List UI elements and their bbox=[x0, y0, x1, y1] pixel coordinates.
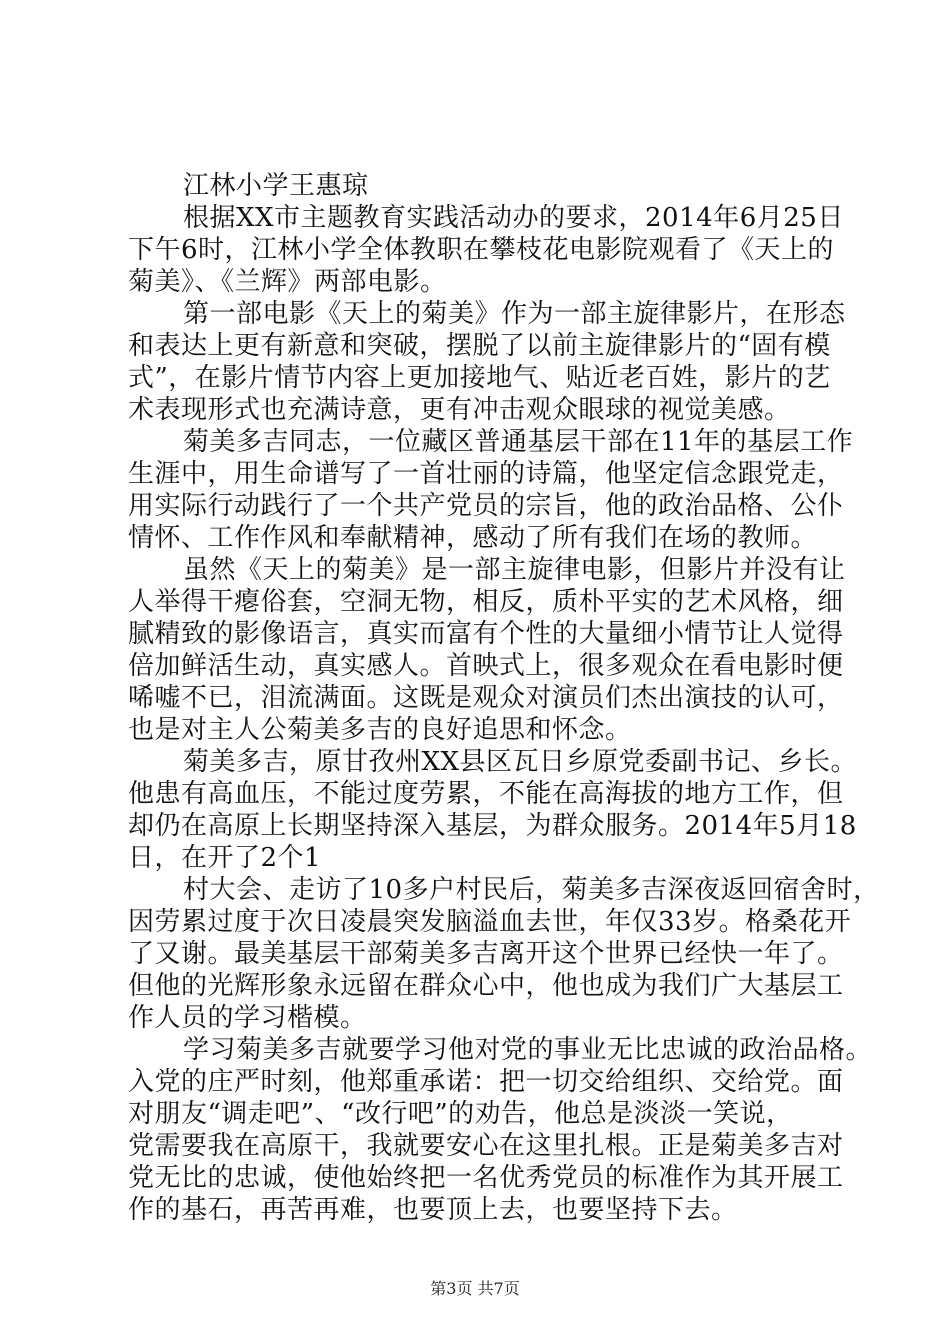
paragraph-line: 菊美多吉，原甘孜州XX县区瓦日乡原党委副书记、乡长。 bbox=[183, 747, 858, 777]
paragraph-line: 入党的庄严时刻，他郑重承诺：把一切交给组织、交给党。面 bbox=[128, 1067, 844, 1097]
paragraph-line: 术表现形式也充满诗意，更有冲击观众眼球的视觉美感。 bbox=[128, 395, 791, 425]
paragraph-line: 菊美》、《兰辉》两部电影。 bbox=[128, 267, 447, 297]
paragraph-line: 也是对主人公菊美多吉的良好追思和怀念。 bbox=[128, 715, 632, 745]
paragraph-line: 倍加鲜活生动，真实感人。首映式上，很多观众在看电影时便 bbox=[128, 651, 844, 681]
paragraph-line: 作人员的学习楷模。 bbox=[128, 1003, 367, 1033]
paragraph-line: 党无比的忠诚，使他始终把一名优秀党员的标准作为其开展工 bbox=[128, 1163, 844, 1193]
paragraph-line: 因劳累过度于次日凌晨突发脑溢血去世，年仅33岁。格桑花开 bbox=[128, 907, 852, 937]
paragraph-line: 了又谢。最美基层干部菊美多吉离开这个世界已经快一年了。 bbox=[128, 939, 844, 969]
paragraph-line: 党需要我在高原干，我就要安心在这里扎根。正是菊美多吉对 bbox=[128, 1131, 844, 1161]
paragraph-line: 和表达上更有新意和突破，摆脱了以前主旋律影片的“固有模 bbox=[128, 331, 831, 361]
paragraph-line: 根据XX市主题教育实践活动办的要求，2014年6月25日 bbox=[183, 203, 844, 233]
paragraph-line: 下午6时，江林小学全体教职在攀枝花电影院观看了《天上的 bbox=[128, 235, 835, 265]
paragraph-line: 作的基石，再苦再难，也要顶上去，也要坚持下去。 bbox=[128, 1195, 738, 1225]
paragraph-line: 情怀、工作作风和奉献精神，感动了所有我们在场的教师。 bbox=[128, 523, 818, 553]
paragraph-line: 村大会、走访了10多户村民后，菊美多吉深夜返回宿舍时， bbox=[183, 875, 880, 905]
paragraph-line: 式”，在影片情节内容上更加接地气、贴近老百姓，影片的艺 bbox=[128, 363, 831, 393]
paragraph-line: 唏嘘不已，泪流满面。这既是观众对演员们杰出演技的认可， bbox=[128, 683, 844, 713]
author-line: 江林小学王惠琼 bbox=[183, 171, 369, 201]
paragraph-line: 对朋友“调走吧”、“改行吧”的劝告，他总是淡淡一笑说， bbox=[128, 1099, 793, 1129]
paragraph-line: 但他的光辉形象永远留在群众心中，他也成为我们广大基层工 bbox=[128, 971, 844, 1001]
paragraph-line: 腻精致的影像语言，真实而富有个性的大量细小情节让人觉得 bbox=[128, 619, 844, 649]
paragraph-line: 菊美多吉同志，一位藏区普通基层干部在11年的基层工作 bbox=[183, 427, 854, 457]
document-body bbox=[128, 170, 880, 1226]
paragraph-line: 用实际行动践行了一个共产党员的宗旨，他的政治品格、公仆 bbox=[128, 491, 844, 521]
paragraph-line: 学习菊美多吉就要学习他对党的事业无比忠诚的政治品格。 bbox=[183, 1035, 873, 1065]
paragraph-line: 却仍在高原上长期坚持深入基层，为群众服务。2014年5月18 bbox=[128, 811, 857, 841]
paragraph-line: 第一部电影《天上的菊美》作为一部主旋律影片，在形态 bbox=[183, 299, 846, 329]
paragraph-line: 生涯中，用生命谱写了一首壮丽的诗篇，他坚定信念跟党走， bbox=[128, 459, 844, 489]
paragraph-line: 虽然《天上的菊美》是一部主旋律电影，但影片并没有让 bbox=[183, 555, 846, 585]
paragraph-line: 日，在开了2个1 bbox=[128, 843, 322, 873]
page-number-footer: 第3页 共7页 bbox=[430, 1279, 520, 1298]
paragraph-line: 人举得干瘪俗套，空洞无物，相反，质朴平实的艺术风格，细 bbox=[128, 587, 844, 617]
paragraph-line: 他患有高血压，不能过度劳累，不能在高海拔的地方工作，但 bbox=[128, 779, 844, 809]
